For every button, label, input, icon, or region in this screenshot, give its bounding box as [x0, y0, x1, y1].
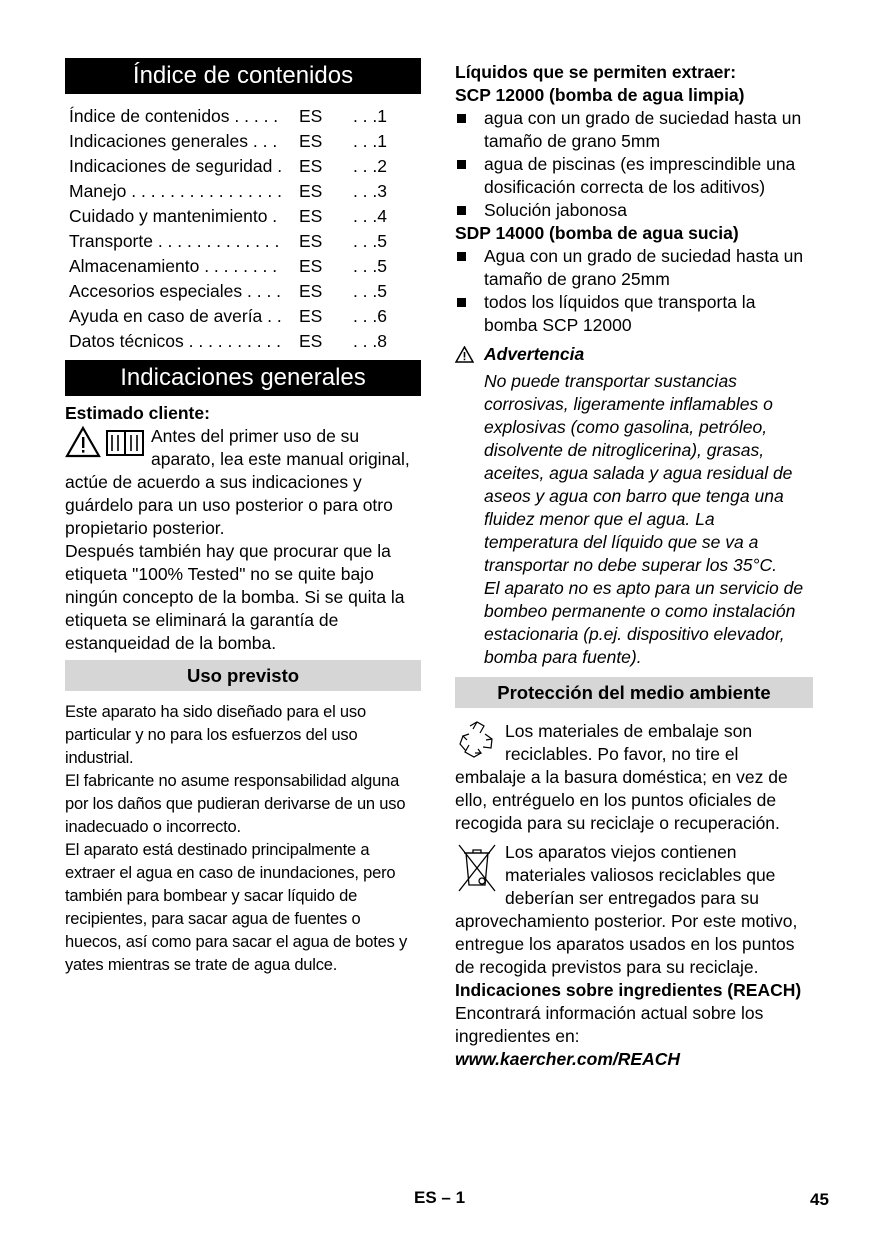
list-item: todos los líquidos que transporta la bomba SCP 12000: [455, 291, 813, 337]
toc-entry[interactable]: Ayuda en caso de avería . . ES . . .6: [69, 306, 387, 326]
sdp-heading: SDP 14000 (bomba de agua sucia): [455, 223, 739, 243]
list-item: Solución jabonosa: [455, 199, 813, 222]
toc-entry[interactable]: Manejo . . . . . . . . . . . . . . . . ES . . .3: [69, 181, 387, 201]
warning-text-1: No puede transportar sustancias corrosivas, ligeramente inflamables o explosivas (como gasolina, petróleo, disolvente de nitroglicerina), grasas, aceites, agua salada y agua residual de aseos y agua con barro que tenga una fluidez menor que el agua. La temperatura del líquido que se va a transportar no debe superar los 35°C.: [484, 371, 793, 575]
scp-list: [455, 107, 813, 222]
footer-section-number: – 1: [441, 1188, 466, 1207]
right-column: [455, 61, 813, 1071]
packaging-block: [455, 720, 813, 835]
general-title: Indicaciones generales: [65, 360, 421, 396]
label-note: Después también hay que procurar que la etiqueta "100% Tested" no se quite bajo ningún concepto de la bomba. Si se quita la etiqueta se eliminará la garantía de estanqueidad de la bomba.: [65, 541, 405, 653]
intended-use-p2: El fabricante no asume responsabilidad alguna por los daños que pudieran derivarse de un uso inadecuado o incorrecto.: [65, 772, 406, 836]
reach-link[interactable]: www.kaercher.com/REACH: [455, 1049, 680, 1069]
intended-use-p3: El aparato está destinado principalmente a extraer el agua en caso de inundaciones, pero también para bombear y sacar líquido de recipientes, para sacar agua de fuentes o huecos, así como para sacar el agua de botes y yates mientras se trate de agua dulce.: [65, 841, 408, 974]
warning-triangle-icon: [455, 346, 474, 363]
toc-entry[interactable]: Transporte . . . . . . . . . . . . . ES . . .5: [69, 231, 387, 251]
warning-manual-icon: [65, 425, 145, 459]
intended-use-p1: Este aparato ha sido diseñado para el uso particular y no para los esfuerzos del uso industrial.: [65, 703, 366, 767]
intro-text: Antes del primer uso de su aparato, lea este manual original, actúe de acuerdo a sus indicaciones y guárdelo para un uso posterior o para otro propietario posterior.: [65, 426, 410, 538]
footer-section: [414, 1188, 465, 1208]
warning-label: Advertencia: [484, 344, 585, 364]
old-devices-text: Los aparatos viejos contienen materiales valiosos reciclables que deberían ser entregados para su aprovechamiento posterior. Por este motivo, entregue los aparatos usados en los puntos de recogida previstos para su reciclaje.: [455, 842, 798, 977]
warning-text-2: El aparato no es apto para un servicio de bombeo permanente o como instalación estacionaria (p.ej. dispositivo elevador, bomba para fuente).: [484, 578, 804, 667]
footer-lang: ES: [414, 1188, 437, 1207]
intro-block: [65, 425, 421, 540]
greeting: Estimado cliente:: [65, 403, 210, 423]
warning-body: [455, 370, 813, 669]
list-item: agua de piscinas (es imprescindible una dosificación correcta de los aditivos): [455, 153, 813, 199]
intended-use-title: Uso previsto: [65, 660, 421, 691]
page-number: 45: [810, 1190, 829, 1209]
toc-entry[interactable]: Indicaciones de seguridad . ES . . .2: [69, 156, 387, 176]
reach-heading: Indicaciones sobre ingredientes (REACH): [455, 980, 802, 1000]
toc-entry[interactable]: Índice de contenidos . . . . . ES . . .1: [69, 106, 387, 126]
list-item: Agua con un grado de suciedad hasta un tamaño de grano 25mm: [455, 245, 813, 291]
reach-text: Encontrará información actual sobre los ingredientes en:: [455, 1003, 764, 1046]
recycling-icon: [455, 720, 499, 760]
table-of-contents: [69, 104, 421, 354]
list-item: agua con un grado de suciedad hasta un tamaño de grano 5mm: [455, 107, 813, 153]
left-column: [65, 58, 421, 977]
toc-title: Índice de contenidos: [65, 58, 421, 94]
environment-title: Protección del medio ambiente: [455, 677, 813, 708]
liquids-heading: Líquidos que se permiten extraer:: [455, 62, 737, 82]
toc-entry[interactable]: Indicaciones generales . . . ES . . .1: [69, 131, 387, 151]
warning-heading: [455, 343, 813, 366]
toc-entry[interactable]: Cuidado y mantenimiento . ES . . .4: [69, 206, 387, 226]
toc-entry[interactable]: Datos técnicos . . . . . . . . . . ES . . .8: [69, 331, 387, 351]
old-devices-block: [455, 841, 813, 979]
sdp-list: [455, 245, 813, 337]
toc-entry[interactable]: Accesorios especiales . . . . ES . . .5: [69, 281, 387, 301]
toc-entry[interactable]: Almacenamiento . . . . . . . . ES . . .5: [69, 256, 387, 276]
crossed-bin-icon: [455, 841, 499, 895]
packaging-text: Los materiales de embalaje son reciclables. Po favor, no tire el embalaje a la basura doméstica; en vez de ello, entréguelo en los puntos oficiales de recogida para su reciclaje o recuperación.: [455, 721, 788, 833]
intended-use-body: [65, 701, 421, 977]
scp-heading: SCP 12000 (bomba de agua limpia): [455, 85, 745, 105]
